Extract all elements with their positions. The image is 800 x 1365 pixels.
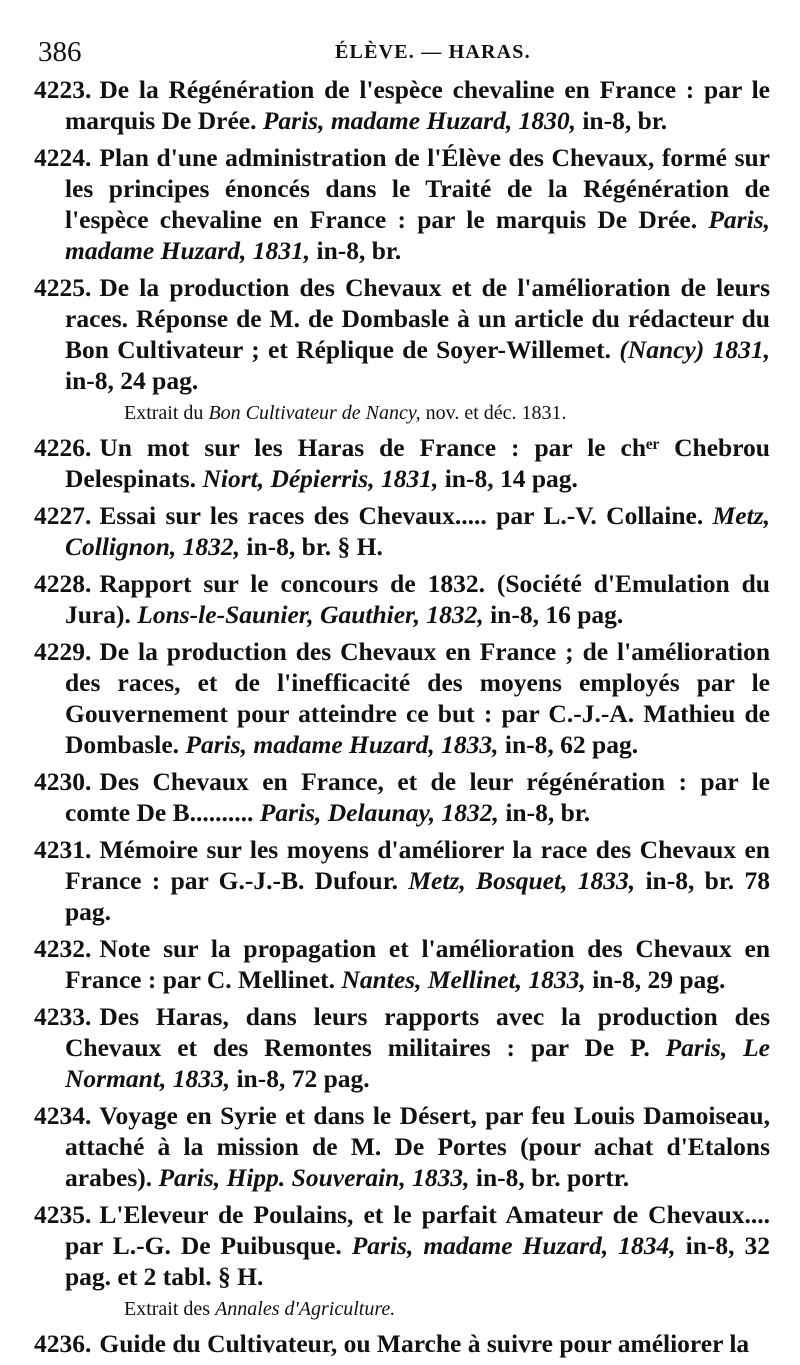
entry-imprint: Paris, madame Huzard, 1834, (351, 1231, 676, 1260)
entry-number: 4228. (34, 569, 92, 598)
page-number: 386 (38, 36, 82, 68)
entry-number: 4227. (34, 501, 92, 530)
entry-imprint: Paris, Hipp. Souverain, 1833, (158, 1163, 470, 1192)
entry-imprint: Paris, madame Huzard, 1830, (262, 106, 576, 135)
entry-number: 4230. (34, 767, 92, 796)
entry-4230 (34, 766, 770, 828)
extract-note (34, 400, 770, 426)
entry-4229 (34, 636, 770, 760)
note-prefix: Extrait des (124, 1298, 211, 1320)
entry-4228 (34, 568, 770, 630)
note-prefix: Extrait du (124, 402, 204, 424)
entry-imprint: Paris, madame Huzard, 1833, (185, 730, 499, 759)
entry-imprint: Nantes, Mellinet, 1833, (341, 965, 586, 994)
entry-format: in-8, 32 pag. et 2 tabl. § H. (65, 1231, 771, 1291)
entry-4224 (34, 142, 770, 266)
entry-number: 4223. (34, 75, 92, 104)
entry-number: 4231. (34, 835, 92, 864)
entry-number: 4232. (34, 934, 92, 963)
entry-imprint: Niort, Dépierris, 1831, (202, 464, 439, 493)
entry-title: Mémoire sur les moyens d'améliorer la race des Chevaux en France : par G.-J.-B. Dufour. (65, 835, 770, 895)
entry-format: in-8, 16 pag. (490, 600, 624, 629)
entry-4227 (34, 500, 770, 562)
entry-title: Essai sur les races des Chevaux..... par L.-V. Collaine. (99, 501, 704, 530)
entry-number: 4235. (34, 1200, 92, 1229)
entry-imprint: Paris, Le Normant, 1833, (65, 1033, 770, 1093)
entry-title: De la production des Chevaux et de l'amélioration de leurs races. Réponse de M. de Dombasle à un article du rédacteur du Bon Cultivateur ; et Réplique de Soyer-Willemet. (65, 273, 770, 364)
entry-imprint: Paris, madame Huzard, 1831, (65, 205, 770, 265)
entry-format: in-8, 29 pag. (592, 965, 726, 994)
entry-format: in-8, 14 pag. (444, 464, 578, 493)
entry-title: De la Régénération de l'espèce chevaline en France : par le marquis De Drée. (65, 75, 770, 135)
entry-imprint: Metz, Bosquet, 1833, (408, 866, 636, 895)
entry-number: 4234. (34, 1101, 92, 1130)
entry-title: Note sur la propagation et l'amélioration des Chevaux en France : par C. Mellinet. (65, 934, 770, 994)
entry-title: De la production des Chevaux en France ; de l'amélioration des races, et de l'inefficacité des moyens employés par le Gouvernement pour atteindre ce but : par C.-J.-A. Mathieu de Dombasle. (65, 637, 770, 759)
bibliography-list (34, 74, 770, 1365)
entry-title: Rapport sur le concours de 1832. (Société d'Emulation du Jura). (65, 569, 770, 629)
note-title: Annales d'Agriculture. (215, 1298, 396, 1320)
extract-note (34, 1296, 770, 1322)
note-suffix: nov. et déc. 1831. (425, 402, 567, 424)
entry-number: 4225. (34, 273, 92, 302)
entry-imprint: Lons-le-Saunier, Gauthier, 1832, (137, 600, 484, 629)
entry-format: in-8, br. (316, 236, 402, 265)
entry-format: in-8, 24 pag. (65, 366, 199, 395)
entry-title: Guide du Cultivateur, ou Marche à suivre pour améliorer la (99, 1329, 750, 1358)
entry-number: 4236. (34, 1329, 92, 1358)
entry-number: 4224. (34, 143, 92, 172)
entry-title: Un mot sur les Haras de France : par le chᵉʳ Chebrou Delespinats. (65, 433, 770, 493)
note-title: Bon Cultivateur de Nancy, (208, 402, 421, 424)
entry-imprint: (Nancy) 1831, (619, 335, 770, 364)
entry-4225 (34, 272, 770, 396)
entry-title: Des Haras, dans leurs rapports avec la production des Chevaux et des Remontes militaires : par De P. (65, 1002, 770, 1062)
entry-format: in-8, br. (582, 106, 668, 135)
running-head: ÉLÈVE. — HARAS. (335, 41, 531, 63)
entry-title: Des Chevaux en France, et de leur régénération : par le comte De B.......... (65, 767, 770, 827)
entry-imprint: Metz, Collignon, 1832, (65, 501, 770, 561)
entry-4236 (34, 1328, 770, 1359)
entry-4232 (34, 933, 770, 995)
entry-number: 4233. (34, 1002, 92, 1031)
entry-format: in-8, br. 78 pag. (65, 866, 770, 926)
entry-4223 (34, 74, 770, 136)
entry-title: L'Eleveur de Poulains, et le parfait Amateur de Chevaux.... par L.-G. De Puibusque. (65, 1200, 770, 1260)
entry-number: 4226. (34, 433, 92, 462)
entry-4231 (34, 834, 770, 927)
entry-number: 4229. (34, 637, 92, 666)
entry-4233 (34, 1001, 770, 1094)
entry-imprint: Paris, Delaunay, 1832, (259, 798, 499, 827)
entry-format: in-8, 62 pag. (504, 730, 639, 759)
entry-format: in-8, br. (505, 798, 591, 827)
entry-title: Voyage en Syrie et dans le Désert, par feu Louis Damoiseau, attaché à la mission de M. De Portes (pour achat d'Etalons arabes). (65, 1101, 770, 1192)
entry-4226 (34, 432, 770, 494)
entry-format: in-8, br. portr. (475, 1163, 630, 1192)
entry-title: Plan d'une administration de l'Élève des Chevaux, formé sur les principes énoncés dans le Traité de la Régénération de l'espèce chevaline en France : par le marquis De Drée. (65, 143, 770, 234)
entry-4234 (34, 1100, 770, 1193)
entry-4235 (34, 1199, 770, 1292)
entry-format: in-8, br. § H. (246, 532, 383, 561)
page-header (38, 34, 760, 70)
entry-format: in-8, 72 pag. (236, 1064, 370, 1093)
